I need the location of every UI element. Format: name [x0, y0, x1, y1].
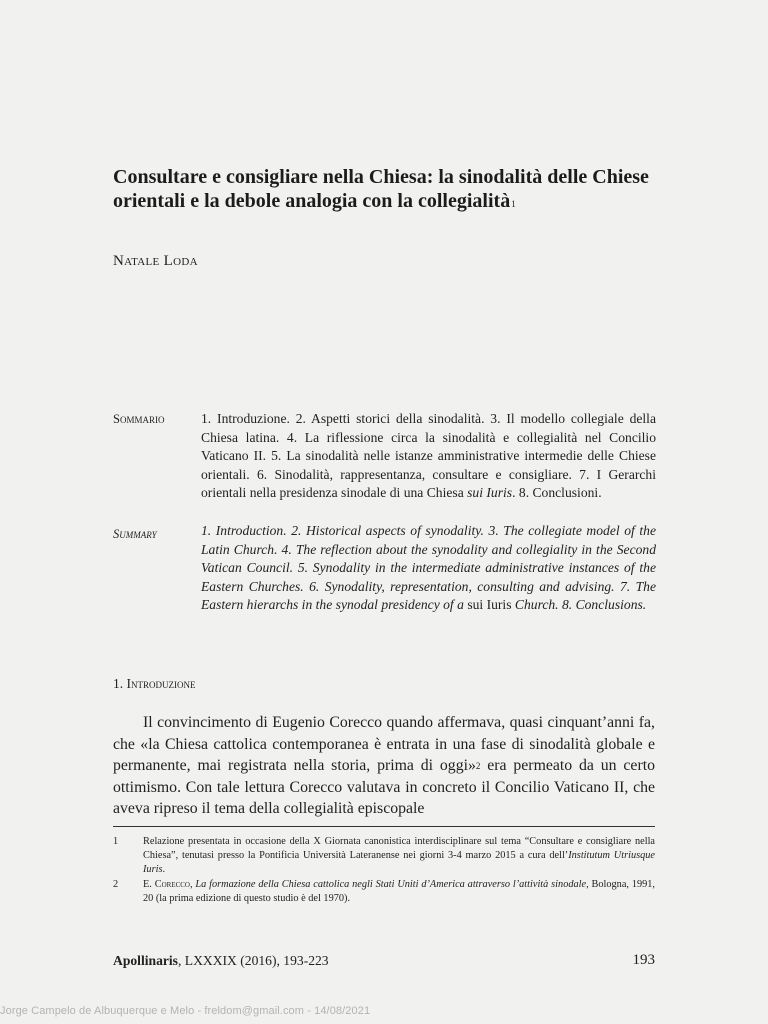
journal-citation — [113, 953, 329, 969]
sommario-italic-term: sui Iuris — [467, 485, 513, 501]
intro-paragraph — [113, 712, 655, 820]
intro-paragraph-part2: era permeato da un certo ottimismo. Con tale lettura Corecco valutava in concreto il Concilio Vaticano II, che aveva ripreso il tema della collegialità episcopale — [113, 757, 655, 817]
article-title-text: Consultare e consigliare nella Chiesa: la sinodalità delle Chiese orientali e la debole analogia con la collegialità — [113, 166, 649, 212]
sommario-label: Sommario — [113, 412, 165, 426]
sommario-end: . 8. Conclusioni. — [512, 485, 602, 501]
footnote-1 — [113, 835, 655, 878]
sommario-text — [201, 410, 656, 503]
article-author: Natale Loda — [113, 253, 198, 269]
journal-name: Apollinaris — [113, 953, 178, 968]
sommario-body: 1. Introduzione. 2. Aspetti storici della sinodalità. 3. Il modello collegiale della Chiesa latina. 4. La riflessione circa la sinodalità e collegialità nel Concilio Vaticano II. 5. La sinodalità nelle istanze amministrative intermedie delle Chiese orientali. 6. Sinodalità, rappresentanza, consultare e consigliare. 7. I Gerarchi orientali nella presidenza sinodale di una Chiesa — [201, 411, 656, 501]
article-title — [113, 165, 673, 213]
footnote-number: 2 — [113, 879, 119, 890]
footnote-1-end: . — [162, 864, 166, 876]
footnote-1-text: Relazione presentata in occasione della X Giornata canonistica interdisciplinare sul tema “Consultare e consigliare nella Chiesa”, tenutasi presso la Pontificia Università Lateranense nei giorni 3-4 marzo 2015 a cura dell’ — [143, 836, 655, 862]
footnote-marker-2[interactable]: 2 — [475, 761, 481, 771]
download-watermark: Jorge Campelo de Albuquerque e Melo - freldom@gmail.com - 14/08/2021 — [0, 1005, 371, 1017]
summary-label: Summary — [113, 527, 157, 541]
footnote-number: 1 — [113, 836, 119, 847]
summary-text — [201, 522, 656, 615]
summary-end: Church. 8. Conclusions. — [514, 597, 647, 613]
footnote-2 — [113, 878, 655, 906]
footnote-2-author: E. Corecco, — [143, 879, 193, 890]
title-footnote-marker[interactable]: 1 — [511, 199, 516, 209]
section-heading: 1. Introduzione — [113, 676, 196, 691]
footnote-2-italic: La formazione della Chiesa cattolica negli Stati Uniti d’America attraverso l’attività sinodale — [195, 879, 587, 890]
footnote-divider — [113, 826, 655, 827]
intro-paragraph-part1: Il convincimento di Eugenio Corecco quando affermava, quasi cinquant’anni fa, che «la Chiesa cattolica contemporanea è entrata in una fase di sinodalità globale e permanente, mai registrata nella storia, prima di oggi» — [113, 714, 655, 774]
footnote-2-end: , Bologna, 1991, 20 (la prima edizione di questo studio è del 1970). — [143, 879, 656, 905]
summary-upright-term: sui Iuris — [467, 597, 512, 613]
summary-body: 1. Introduction. 2. Historical aspects of synodality. 3. The collegiate model of the Latin Church. 4. The reflection about the synodality and collegiality in the Second Vatican Council. 5. Synodality in the intermediate administrative instances of the Eastern Churches. 6. Synodality, representation, consulting and advising. 7. The Eastern hierarchs in the synodal presidency of a — [201, 523, 656, 613]
journal-volume: , LXXXIX (2016), 193-223 — [177, 953, 329, 968]
page-number: 193 — [632, 952, 655, 968]
footnote-1-italic: Institutum Utriusque Iuris — [143, 850, 655, 876]
